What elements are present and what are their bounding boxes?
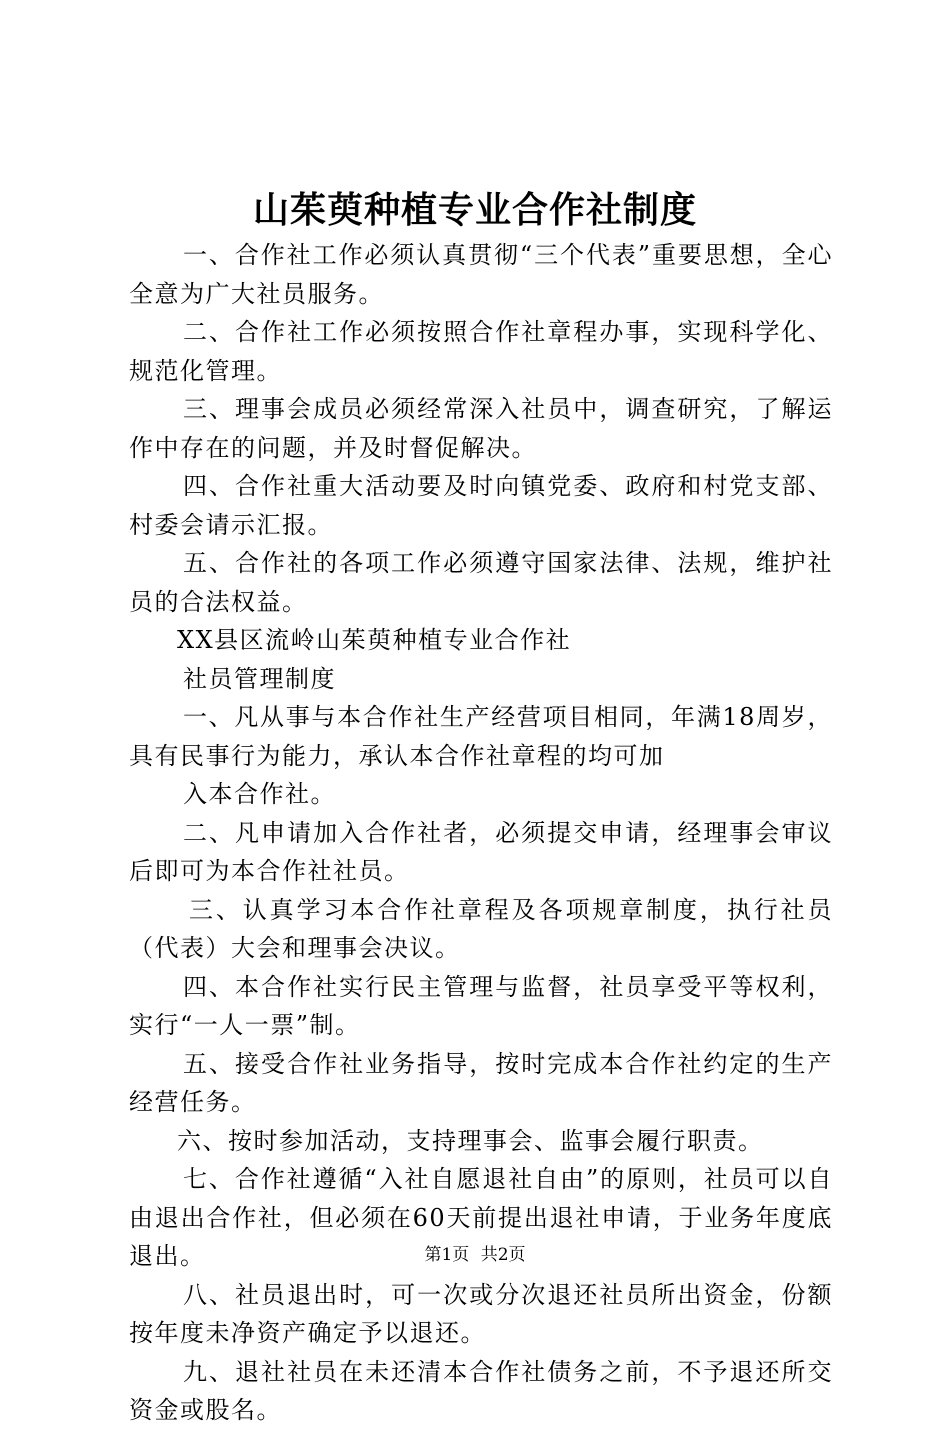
page-total: 共2页: [480, 1245, 526, 1265]
page-number: 第1页: [424, 1245, 470, 1265]
paragraph-3: 三、理事会成员必须经常深入社员中，调查研究，了解运作中存在的问题，并及时督促解决。: [129, 395, 833, 462]
paragraph-14: 九、退社社员在未还清本合作社债务之前，不予退还所交资金或股名。: [129, 1357, 833, 1424]
organization-name: XX县区流岭山茱萸种植专业合作社: [177, 626, 572, 654]
paragraph-6-continuation: 入本合作社。: [183, 780, 336, 808]
paragraph-4: 四、合作社重大活动要及时向镇党委、政府和村党支部、村委会请示汇报。: [129, 472, 833, 539]
paragraph-13: 八、社员退出时，可一次或分次退还社员所出资金，份额按年度未净资产确定予以退还。: [129, 1280, 833, 1347]
paragraph-12: 七、合作社遵循“入社自愿退社自由”的原则，社员可以自由退出合作社，但必须在60天前提出退社申请，于业务年度底退出。: [129, 1165, 833, 1270]
paragraph-11: 六、按时参加活动，支持理事会、监事会履行职责。: [177, 1126, 764, 1155]
section-heading: 社员管理制度: [183, 664, 336, 693]
paragraph-6: 一、凡从事与本合作社生产经营项目相同，年满18周岁，具有民事行为能力，承认本合作社章程的均可加: [129, 703, 833, 770]
paragraph-5: 五、合作社的各项工作必须遵守国家法律、法规，维护社员的合法权益。: [129, 549, 833, 616]
paragraph-10: 五、接受合作社业务指导，按时完成本合作社约定的生产经营任务。: [129, 1049, 833, 1116]
paragraph-8: 三、认真学习本合作社章程及各项规章制度，执行社员（代表）大会和理事会决议。: [129, 895, 833, 962]
paragraph-2: 二、合作社工作必须按照合作社章程办事，实现科学化、规范化管理。: [129, 318, 833, 385]
paragraph-1: 一、合作社工作必须认真贯彻“三个代表”重要思想，全心全意为广大社员服务。: [129, 241, 833, 308]
paragraph-7: 二、凡申请加入合作社者，必须提交申请，经理事会审议后即可为本合作社社员。: [129, 818, 833, 885]
paragraph-9: 四、本合作社实行民主管理与监督，社员享受平等权利，实行“一人一票”制。: [129, 972, 833, 1039]
page-footer: [0, 1243, 950, 1267]
document-title: 山茱萸种植专业合作社制度: [252, 189, 697, 231]
